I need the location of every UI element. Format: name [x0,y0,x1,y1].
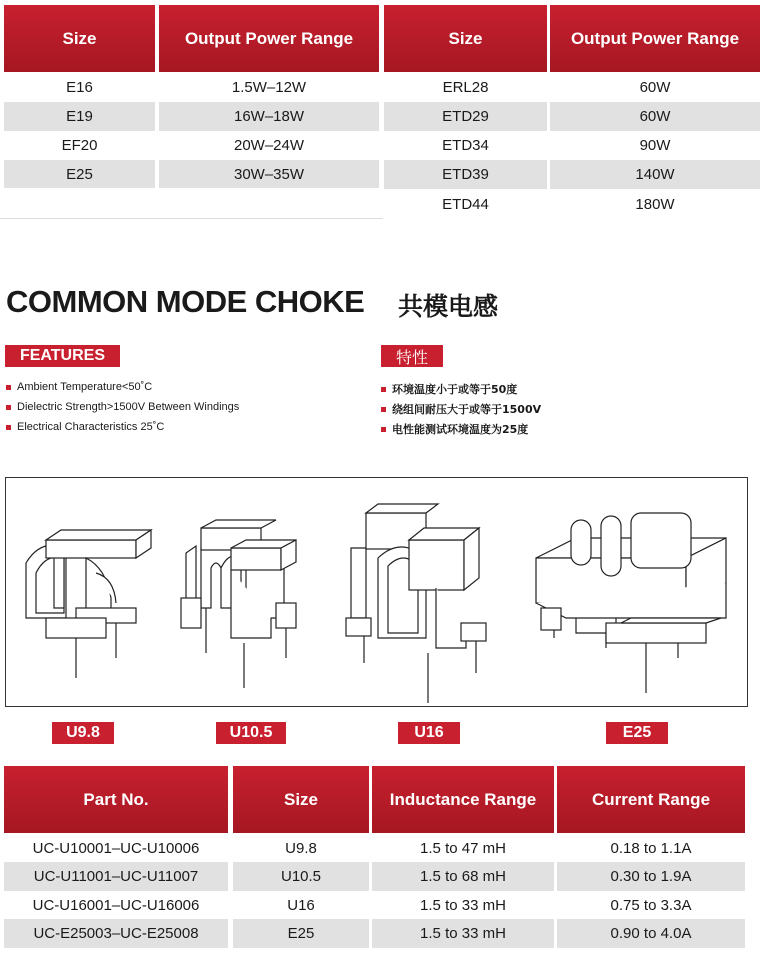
feature-item: Dielectric Strength>1500V Between Windings [6,401,239,413]
product-label-u16: U16 [398,722,460,744]
feature-item: Ambient Temperature<50˚C [6,381,152,393]
bullet-icon [6,425,11,430]
table-row-cell: 0.75 to 3.3A [610,896,692,914]
feature-item: Electrical Characteristics 25˚C [6,421,164,433]
table-row-cell: 20W–24W [233,137,305,154]
table-row-cell: E25 [4,160,155,188]
table-row-cell: 30W–35W [159,160,379,188]
product-illustration-box [5,477,748,707]
table-row-cell: 180W [635,196,675,213]
bullet-icon [6,385,11,390]
table-row-cell: ERL28 [442,78,489,96]
bullet-icon [381,387,386,392]
section-title: COMMON MODE CHOKE [6,284,365,319]
table-row-cell: 0.90 to 4.0A [557,919,745,948]
choke-header-current: Current Range [557,766,745,833]
table-row-cell: UC-U11001–UC-U11007 [4,862,228,891]
table-row-cell: U9.8 [285,839,317,857]
table-row-cell: 0.18 to 1.1A [610,839,692,857]
bullet-icon [381,427,386,432]
table-row-cell: 60W [639,78,671,96]
section-title-cn: 共模电感 [398,292,499,321]
product-label-u105: U10.5 [216,722,286,744]
bullet-icon [381,407,386,412]
features-tag: FEATURES [5,345,120,367]
table-row-cell: UC-E25003–UC-E25008 [4,919,228,948]
e25-choke-icon [536,513,726,693]
table-row-cell: 1.5 to 33 mH [372,919,554,948]
feature-item-cn: 绕组间耐压大于或等于1500V [381,401,541,417]
table-row-cell: 0.30 to 1.9A [557,862,745,891]
power-left-header-size: Size [4,5,155,72]
table-row-cell: 1.5W–12W [231,78,307,96]
table-row-cell: 1.5 to 33 mH [420,896,506,914]
table-row-cell: E16 [66,78,93,96]
table-row-cell: UC-U16001–UC-U16006 [32,896,200,914]
table-row-cell: 1.5 to 68 mH [372,862,554,891]
u98-choke-icon [26,530,151,678]
power-right-header-size: Size [384,5,547,72]
table-row-cell: 140W [550,160,760,189]
table-row-cell: ETD39 [384,160,547,189]
table-row-cell: 1.5 to 47 mH [420,839,506,857]
table-row-cell: ETD34 [442,137,489,154]
bullet-icon [6,405,11,410]
table-row-cell: 90W [639,137,671,154]
feature-item-cn: 环境温度小于或等于50度 [381,381,517,397]
choke-illustrations [6,478,747,706]
choke-header-part: Part No. [4,766,228,833]
product-label-u98: U9.8 [52,722,114,744]
u16-choke-icon [346,504,486,703]
table-row-cell: 16W–18W [159,102,379,131]
table-row-cell: E25 [233,919,369,948]
table-row-cell: ETD29 [384,102,547,131]
table-row-cell: UC-U10001–UC-U10006 [32,839,200,857]
table-divider [0,218,383,219]
table-row-cell: U10.5 [233,862,369,891]
u105-choke-icon [181,520,296,688]
table-row-cell: 60W [550,102,760,131]
feature-item-cn: 电性能测试环境温度为25度 [381,421,528,437]
table-row-cell: E19 [4,102,155,131]
choke-header-inductance: Inductance Range [372,766,554,833]
power-left-header-power: Output Power Range [159,5,379,72]
table-row-cell: ETD44 [442,196,489,213]
choke-header-size: Size [233,766,369,833]
table-row-cell: EF20 [61,137,98,154]
table-row-cell: U16 [287,896,315,914]
features-tag-cn: 特性 [381,345,443,367]
power-right-header-power: Output Power Range [550,5,760,72]
product-label-e25: E25 [606,722,668,744]
